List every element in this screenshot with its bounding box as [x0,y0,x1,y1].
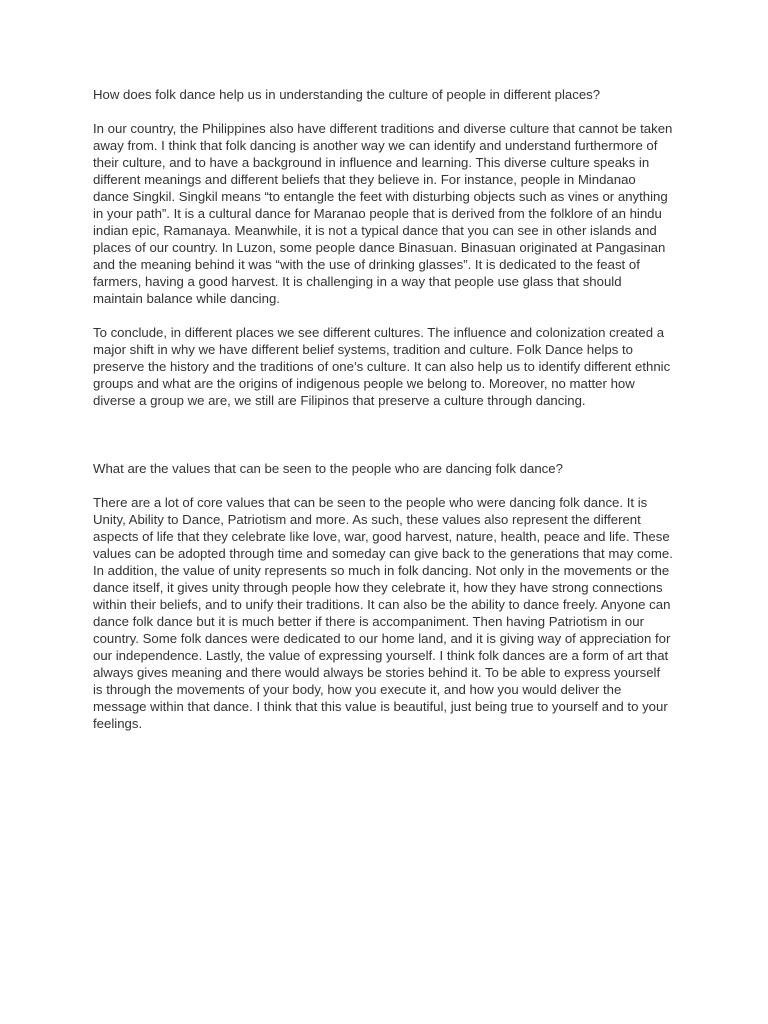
question-heading-1: How does folk dance help us in understanding the culture of people in different places? [93,87,601,102]
body-paragraph: There are a lot of core values that can be seen to the people who were dancing folk dance. It is Unity, Ability to Dance, Patriotism and more. As such, these values also represent the different aspects of life that they celebrate like love, war, good harvest, nature, health, peace and life. These values can be adopted through time and someday can give back to the generations that may come. In addition, the value of unity represents so much in folk dancing. Not only in the movements or the dance itself, it gives unity through people how they celebrate it, how they have strong connections within their beliefs, and to unify their traditions. It can also be the ability to dance freely. Anyone can dance folk dance but it is much better if there is accompaniment. Then having Patriotism in our country. Some folk dances were dedicated to our home land, and it is giving way of appreciation for our independence. Lastly, the value of expressing yourself. I think folk dances are a form of art that always gives meaning and there would always be stories behind it. To be able to express yourself is through the movements of your body, how you execute it, and how you would deliver the message within that dance. I think that this value is beautiful, just being true to yourself and to your feelings. [93,495,673,731]
question-heading-2: What are the values that can be seen to the people who are dancing folk dance? [93,461,563,476]
document-body [93,86,673,749]
body-paragraph: In our country, the Philippines also have different traditions and diverse culture that cannot be taken away from. I think that folk dancing is another way we can identify and understand furthermore of their culture, and to have a background in influence and learning. This diverse culture speaks in different meanings and different beliefs that they believe in. For instance, people in Mindanao dance Singkil. Singkil means “to entangle the feet with disturbing objects such as vines or anything in your path”. It is a cultural dance for Maranao people that is derived from the folklore of an hindu indian epic, Ramanaya. Meanwhile, it is not a typical dance that you can see in other islands and places of our country. In Luzon, some people dance Binasuan. Binasuan originated at Pangasinan and the meaning behind it was “with the use of drinking glasses”. It is dedicated to the feast of farmers, having a good harvest. It is challenging in a way that people use glass that should maintain balance while dancing. [93,121,673,306]
body-paragraph: To conclude, in different places we see different cultures. The influence and colonization created a major shift in why we have different belief systems, tradition and culture. Folk Dance helps to preserve the history and the traditions of one’s culture. It can also help us to identify different ethnic groups and what are the origins of indigenous people we belong to. Moreover, no matter how diverse a group we are, we still are Filipinos that preserve a culture through dancing. [93,325,671,408]
section-spacer [93,426,673,460]
